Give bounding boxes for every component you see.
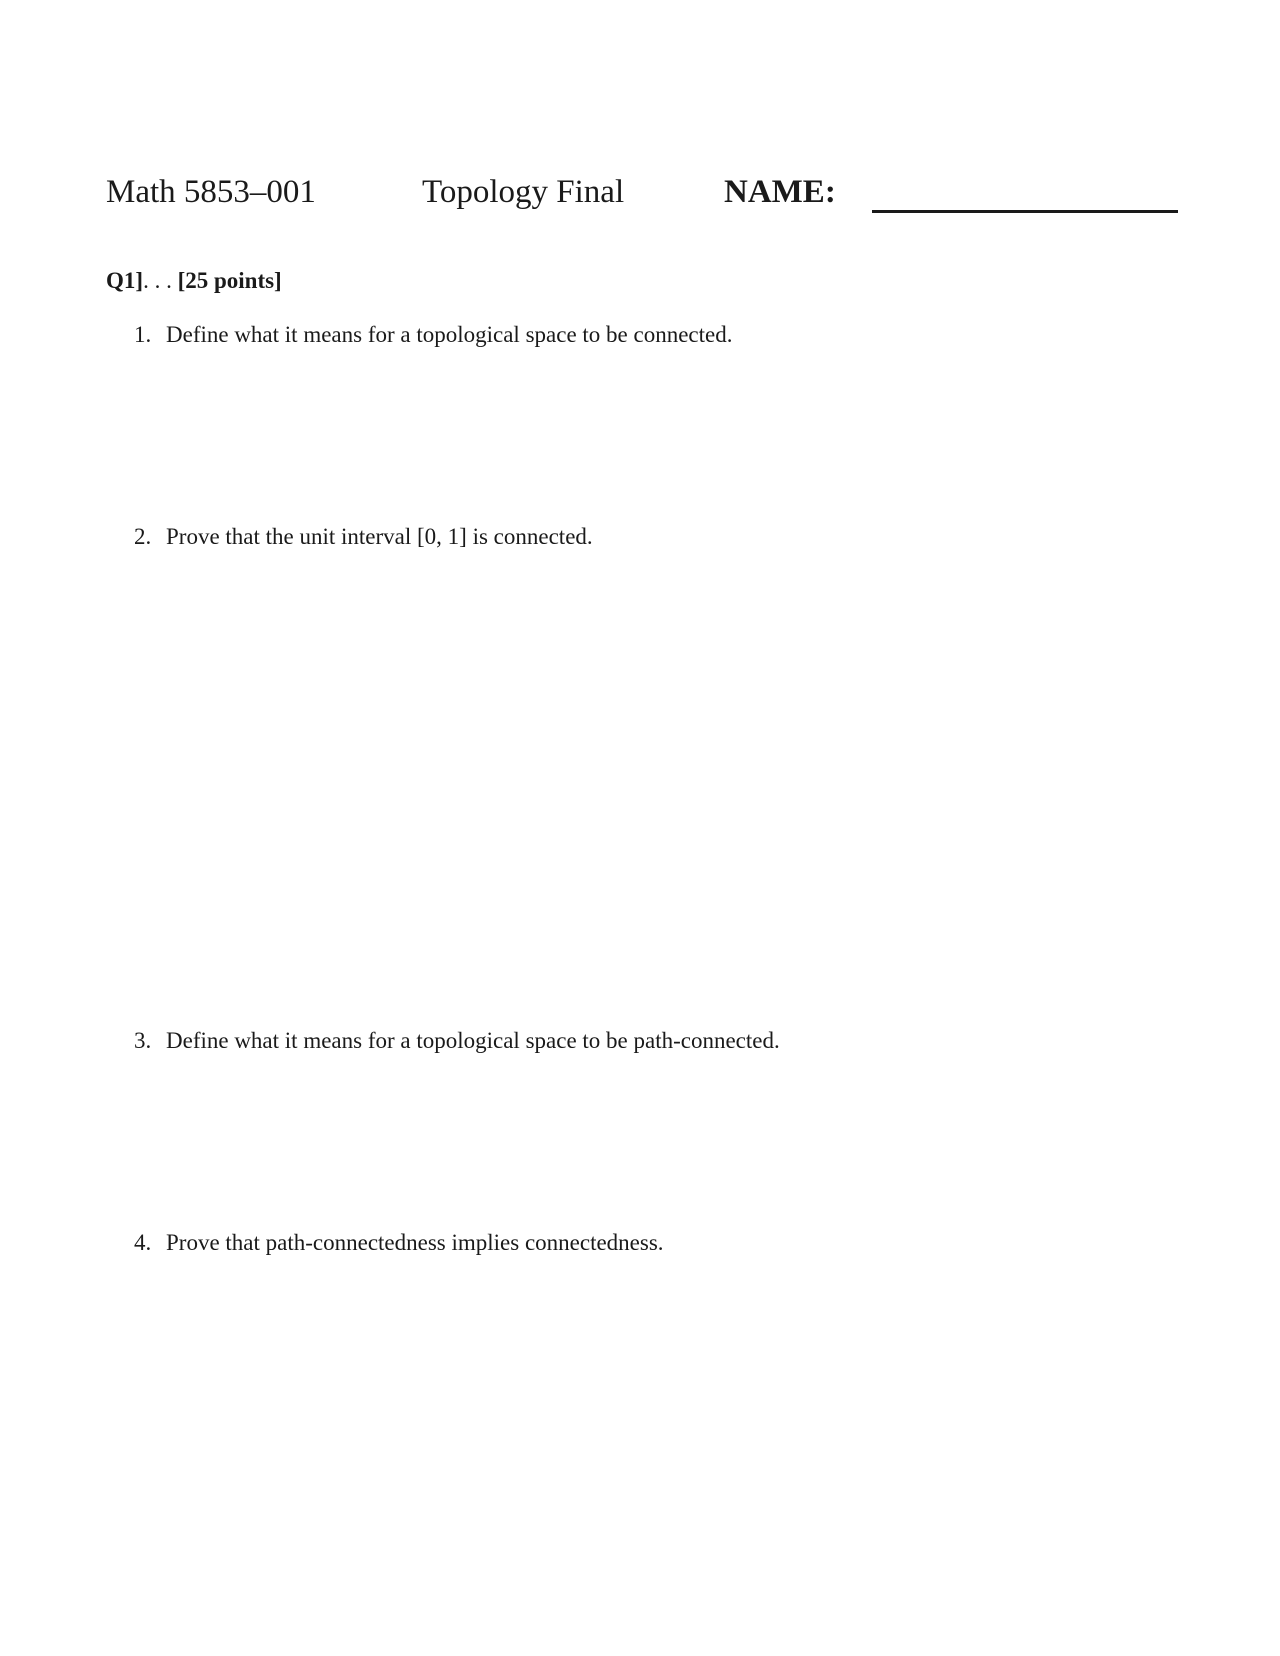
question-heading <box>106 268 282 294</box>
name-blank-line[interactable] <box>872 210 1178 213</box>
question-item <box>134 1028 780 1054</box>
item-number: 1. <box>134 322 152 347</box>
item-number: 2. <box>134 524 152 549</box>
item-number: 4. <box>134 1230 152 1255</box>
item-text: Define what it means for a topological space to be connected. <box>166 322 733 347</box>
exam-title: Topology Final <box>422 174 625 210</box>
question-label: Q1] <box>106 268 144 293</box>
course-number: Math 5853–001 <box>106 174 316 210</box>
item-text: Prove that the unit interval [0, 1] is connected. <box>166 524 593 549</box>
item-number: 3. <box>134 1028 152 1053</box>
name-label: NAME: <box>724 174 836 210</box>
question-points: [25 points] <box>177 268 282 293</box>
exam-header <box>106 168 1180 218</box>
question-item <box>134 524 593 550</box>
question-item <box>134 1230 664 1256</box>
question-separator: . . . <box>143 268 172 293</box>
question-item <box>134 322 732 348</box>
item-text: Prove that path-connectedness implies connectedness. <box>166 1230 664 1255</box>
item-text: Define what it means for a topological space to be path-connected. <box>166 1028 780 1053</box>
